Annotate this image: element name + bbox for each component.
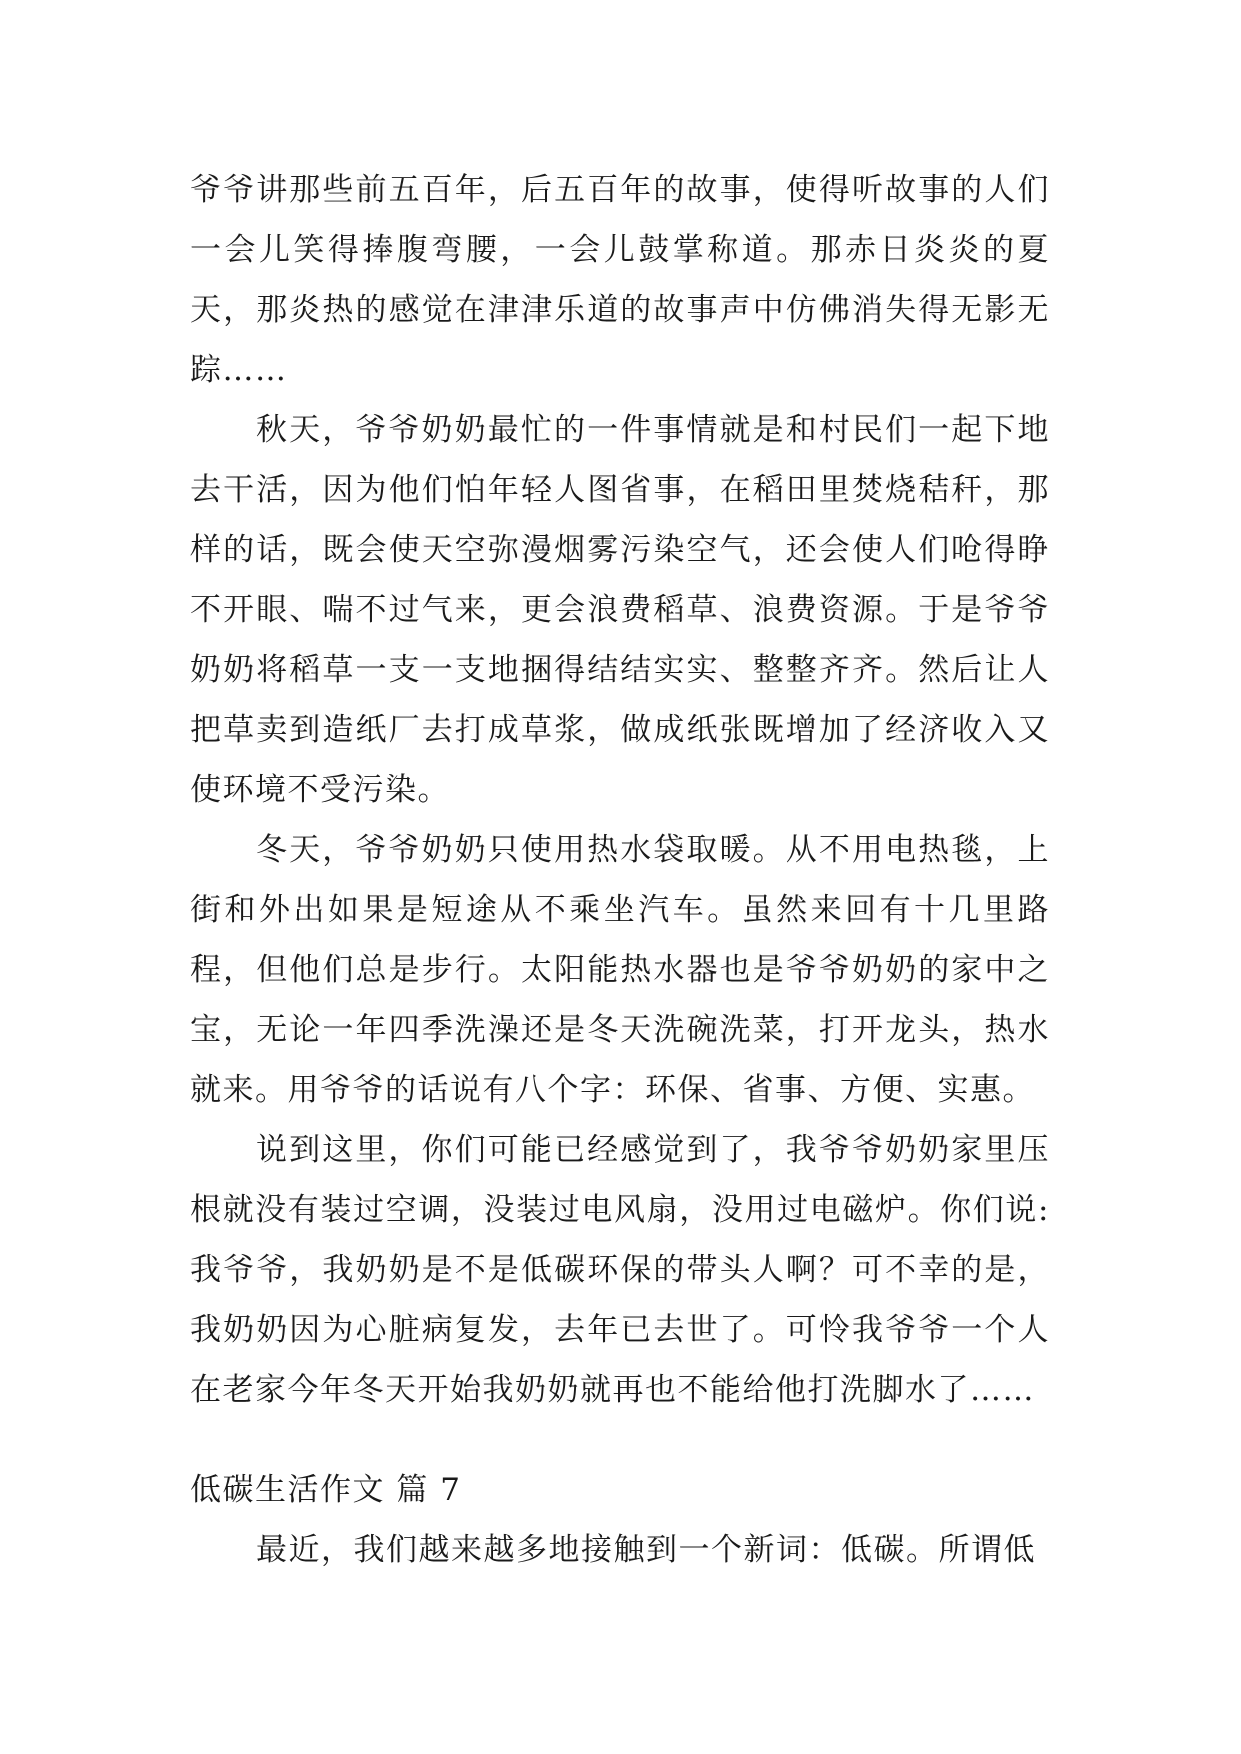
document-body (190, 160, 1050, 1580)
paragraph-autumn: 秋天，爷爷奶奶最忙的一件事情就是和村民们一起下地去干活，因为他们怕年轻人图省事，在稻田里焚烧秸秆，那样的话，既会使天空弥漫烟雾污染空气，还会使人们呛得睁不开眼、喘不过气来，更会浪费稻草、浪费资源。于是爷爷奶奶将稻草一支一支地捆得结结实实、整整齐齐。然后让人把草卖到造纸厂去打成草浆，做成纸张既增加了经济收入又使环境不受污染。 (190, 412, 1050, 808)
paragraph-essay-7-opening: 最近，我们越来越多地接触到一个新词：低碳。所谓低 (256, 1532, 1036, 1568)
section-title: 低碳生活作文 篇 7 (190, 1472, 462, 1508)
paragraph-summer-ending: 爷爷讲那些前五百年，后五百年的故事，使得听故事的人们一会儿笑得捧腹弯腰，一会儿鼓掌称道。那赤日炎炎的夏天，那炎热的感觉在津津乐道的故事声中仿佛消失得无影无踪…… (190, 172, 1050, 388)
paragraph-conclusion: 说到这里，你们可能已经感觉到了，我爷爷奶奶家里压根就没有装过空调，没装过电风扇，没用过电磁炉。你们说:我爷爷，我奶奶是不是低碳环保的带头人啊？可不幸的是，我奶奶因为心脏病复发，去年已去世了。可怜我爷爷一个人在老家今年冬天开始我奶奶就再也不能给他打洗脚水了…… (190, 1132, 1050, 1408)
paragraph-winter: 冬天，爷爷奶奶只使用热水袋取暖。从不用电热毯，上街和外出如果是短途从不乘坐汽车。虽然来回有十几里路程，但他们总是步行。太阳能热水器也是爷爷奶奶的家中之宝，无论一年四季洗澡还是冬天洗碗洗菜，打开龙头，热水就来。用爷爷的话说有八个字：环保、省事、方便、实惠。 (190, 832, 1050, 1108)
